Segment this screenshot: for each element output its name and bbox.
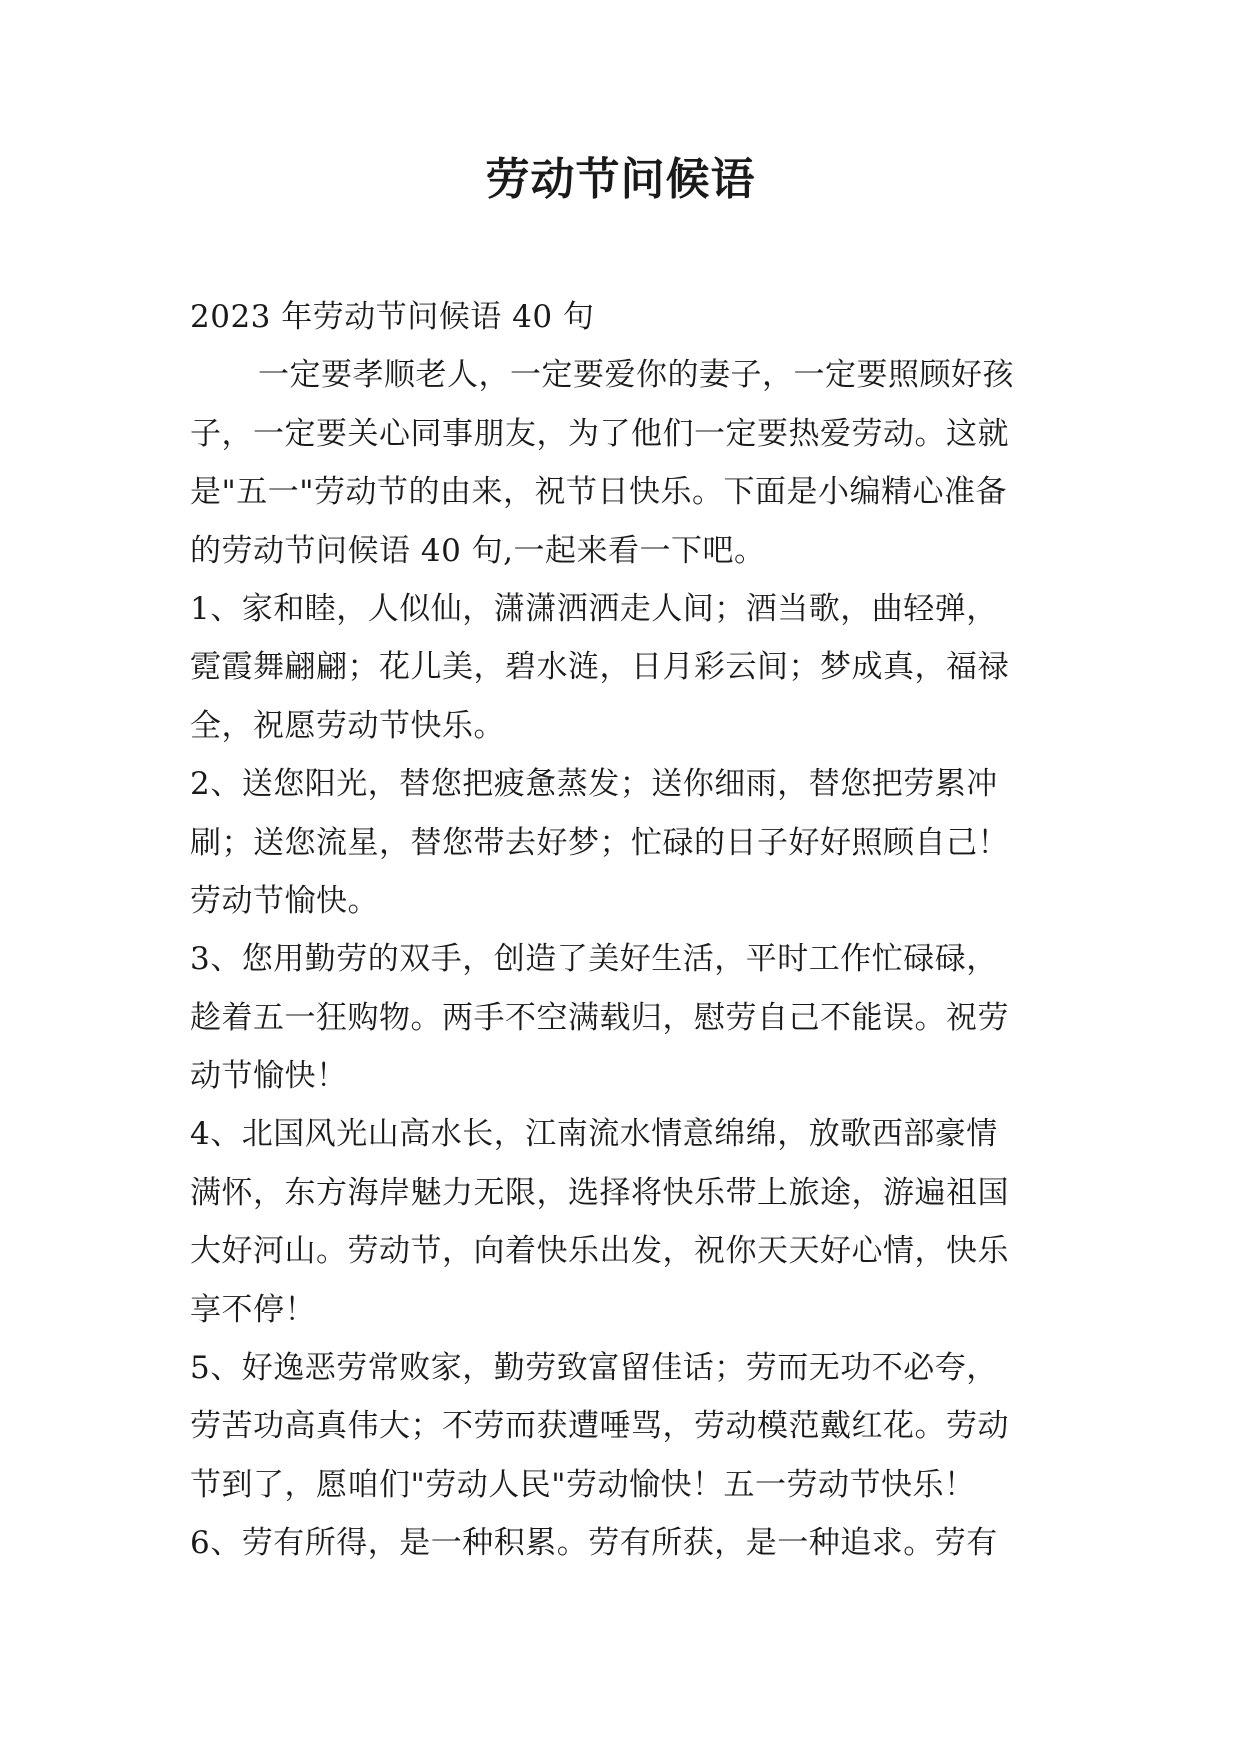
paragraph-line: 趁着五一狂购物。两手不空满载归，慰劳自己不能误。祝劳 <box>190 999 1009 1036</box>
paragraph-line: 6、劳有所得，是一种积累。劳有所获，是一种追求。劳有 <box>190 1525 998 1562</box>
subtitle-line: 2023 年劳动节问候语 40 句 <box>190 299 595 335</box>
paragraph-line: 是"五一"劳动节的由来，祝节日快乐。下面是小编精心准备 <box>190 474 1008 511</box>
paragraph-line: 大好河山。劳动节，向着快乐出发，祝你天天好心情，快乐 <box>190 1233 1009 1270</box>
paragraph-line: 4、北国风光山高水长，江南流水情意绵绵，放歌西部豪情 <box>190 1116 998 1153</box>
paragraph-line: 3、您用勤劳的双手，创造了美好生活，平时工作忙碌碌， <box>190 941 998 978</box>
paragraph-line: 全，祝愿劳动节快乐。 <box>190 707 505 744</box>
paragraph-line: 1、家和睦，人似仙，潇潇洒洒走人间；酒当歌，曲轻弹， <box>190 590 998 627</box>
paragraph-line: 的劳动节问候语 40 句,一起来看一下吧。 <box>190 532 766 569</box>
paragraph-line: 节到了，愿咱们"劳动人民"劳动愉快！五一劳动节快乐！ <box>190 1466 976 1503</box>
document-title: 劳动节问候语 <box>485 154 756 205</box>
paragraph-line: 霓霞舞翩翩；花儿美，碧水涟，日月彩云间；梦成真，福禄 <box>190 649 1009 686</box>
paragraph-line: 2、送您阳光，替您把疲惫蒸发；送你细雨，替您把劳累冲 <box>190 766 998 803</box>
paragraph-line: 动节愉快！ <box>190 1058 348 1095</box>
paragraph-line: 5、好逸恶劳常败家，勤劳致富留佳话；劳而无功不必夸， <box>190 1350 998 1387</box>
paragraph-line: 满怀，东方海岸魅力无限，选择将快乐带上旅途，游遍祖国 <box>190 1174 1009 1211</box>
paragraph-line: 劳苦功高真伟大；不劳而获遭唾骂，劳动模范戴红花。劳动 <box>190 1408 1009 1445</box>
paragraph-line: 一定要孝顺老人，一定要爱你的妻子，一定要照顾好孩 <box>258 357 1014 394</box>
paragraph-line: 享不停！ <box>190 1291 316 1328</box>
document-body <box>190 288 1060 1573</box>
paragraph-line: 子，一定要关心同事朋友，为了他们一定要热爱劳动。这就 <box>190 415 1009 452</box>
paragraph-line: 劳动节愉快。 <box>190 882 379 919</box>
paragraph-line: 刷；送您流星，替您带去好梦；忙碌的日子好好照顾自己！ <box>190 824 1009 861</box>
